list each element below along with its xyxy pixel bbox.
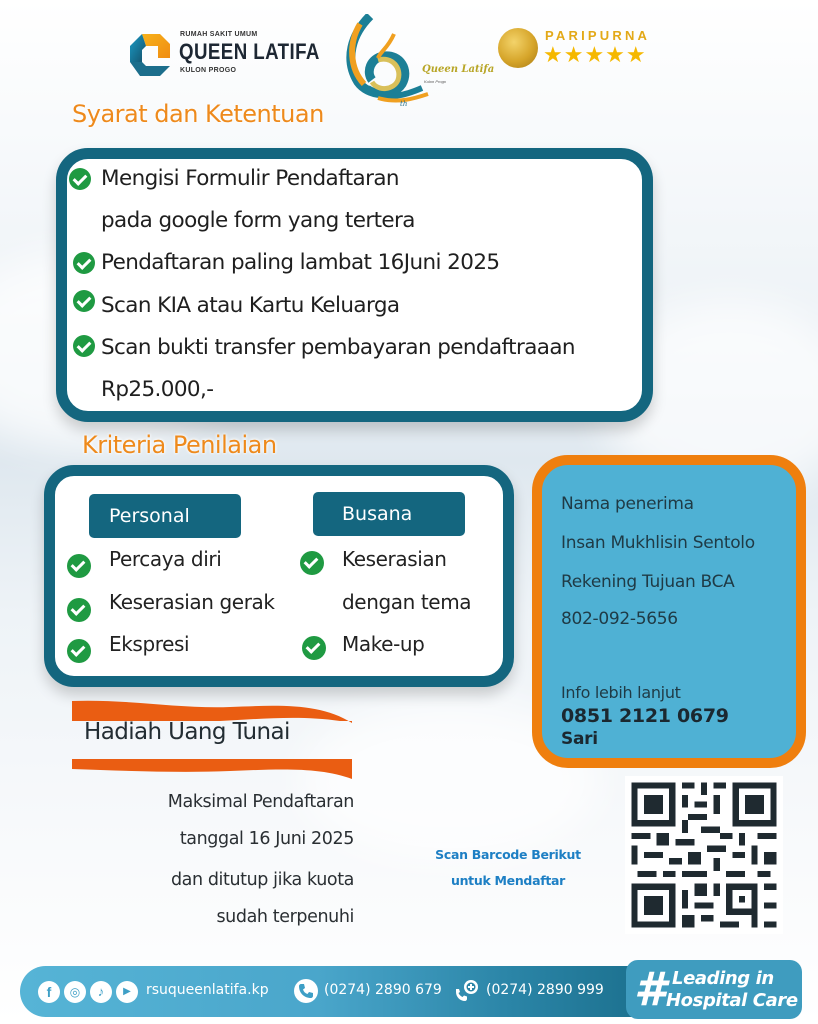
hadiah-line: dan ditutup jika kuota bbox=[170, 870, 354, 890]
payment-info-box bbox=[532, 455, 806, 768]
account-number: 802-092-5656 bbox=[561, 609, 678, 629]
personal-item: Keserasian gerak bbox=[109, 590, 275, 614]
emergency-phone-icon bbox=[453, 977, 483, 1005]
hospital-logo-bottom: KULON PROGO bbox=[180, 67, 237, 74]
hashtag-icon: # bbox=[634, 962, 667, 1016]
syarat-title: Syarat dan Ketentuan bbox=[72, 100, 324, 128]
anniversary-suffix: th bbox=[400, 100, 408, 108]
syarat-item: Scan bukti transfer pembayaran pendaftraaan bbox=[101, 335, 575, 360]
syarat-box bbox=[56, 148, 653, 422]
recipient-name: Insan Mukhlisin Sentolo bbox=[561, 533, 755, 553]
syarat-item: Mengisi Formulir Pendaftaran bbox=[101, 166, 399, 191]
busana-item: Make-up bbox=[342, 632, 425, 656]
account-label: Rekening Tujuan BCA bbox=[561, 572, 735, 592]
tagline-line-2: Hospital Care bbox=[666, 990, 798, 1011]
hospital-logo-mark-icon bbox=[128, 32, 172, 76]
qr-code-icon bbox=[625, 776, 783, 934]
medal-icon bbox=[498, 28, 538, 68]
check-icon bbox=[67, 554, 91, 578]
scan-line-1: Scan Barcode Berikut bbox=[435, 847, 581, 862]
social-handle[interactable]: rsuqueenlatifa.kp bbox=[146, 982, 269, 998]
hadiah-line: tanggal 16 Juni 2025 bbox=[179, 829, 354, 849]
kriteria-box bbox=[44, 465, 514, 687]
scan-instruction bbox=[408, 842, 608, 894]
youtube-icon[interactable]: ▶ bbox=[116, 981, 138, 1003]
check-icon bbox=[67, 639, 91, 663]
check-icon bbox=[69, 168, 91, 190]
registration-qr-code[interactable] bbox=[625, 776, 783, 934]
facebook-icon[interactable]: f bbox=[38, 981, 60, 1003]
personal-item: Percaya diri bbox=[109, 547, 222, 571]
check-icon bbox=[300, 551, 324, 575]
hospital-logo-top: RUMAH SAKIT UMUM bbox=[180, 31, 258, 38]
contact-name: Sari bbox=[561, 729, 598, 749]
check-icon bbox=[73, 290, 95, 312]
recipient-label: Nama penerima bbox=[561, 494, 694, 514]
contact-phone: 0851 2121 0679 bbox=[561, 705, 729, 727]
personal-item: Ekspresi bbox=[109, 632, 190, 656]
tagline-badge bbox=[626, 960, 802, 1019]
phone-number[interactable]: (0274) 2890 679 bbox=[324, 982, 442, 998]
hadiah-banner bbox=[70, 697, 355, 782]
tiktok-icon[interactable]: ♪ bbox=[90, 981, 112, 1003]
info-label: Info lebih lanjut bbox=[561, 683, 681, 702]
busana-item-cont: dengan tema bbox=[342, 590, 472, 614]
accreditation-badge bbox=[498, 26, 673, 71]
busana-header: Busana bbox=[313, 492, 465, 536]
syarat-item-cont: pada google form yang tertera bbox=[101, 208, 415, 233]
hospital-logo bbox=[128, 30, 318, 80]
hospital-logo-name: QUEEN LATIFA bbox=[179, 39, 320, 64]
anniversary-sub: Kulon Progo bbox=[424, 79, 447, 84]
busana-item: Keserasian bbox=[342, 547, 447, 571]
check-icon bbox=[73, 335, 95, 357]
scan-line-2: untuk Mendaftar bbox=[450, 873, 566, 888]
emergency-phone-number[interactable]: (0274) 2890 999 bbox=[486, 982, 604, 998]
personal-header: Personal bbox=[89, 494, 241, 538]
anniversary-brand: Queen Latifa bbox=[422, 64, 495, 75]
phone-icon bbox=[294, 979, 318, 1003]
rating-stars-icon: ★★★★★ bbox=[543, 42, 647, 67]
syarat-item: Scan KIA atau Kartu Keluarga bbox=[101, 293, 400, 318]
check-icon bbox=[73, 252, 95, 274]
kriteria-title: Kriteria Penilaian bbox=[82, 431, 277, 459]
accreditation-label: PARIPURNA bbox=[545, 28, 651, 43]
check-icon bbox=[67, 598, 91, 622]
hadiah-line: Maksimal Pendaftaran bbox=[167, 792, 354, 812]
syarat-item-cont: Rp25.000,- bbox=[101, 377, 214, 402]
hadiah-title: Hadiah Uang Tunai bbox=[84, 719, 290, 745]
syarat-item: Pendaftaran paling lambat 16Juni 2025 bbox=[101, 250, 500, 275]
footer-bar bbox=[20, 966, 680, 1017]
anniversary-logo bbox=[338, 14, 495, 108]
check-icon bbox=[302, 636, 326, 660]
tagline-line-1: Leading in bbox=[672, 968, 774, 989]
instagram-icon[interactable]: ◎ bbox=[64, 981, 86, 1003]
hadiah-line: sudah terpenuhi bbox=[216, 907, 354, 927]
